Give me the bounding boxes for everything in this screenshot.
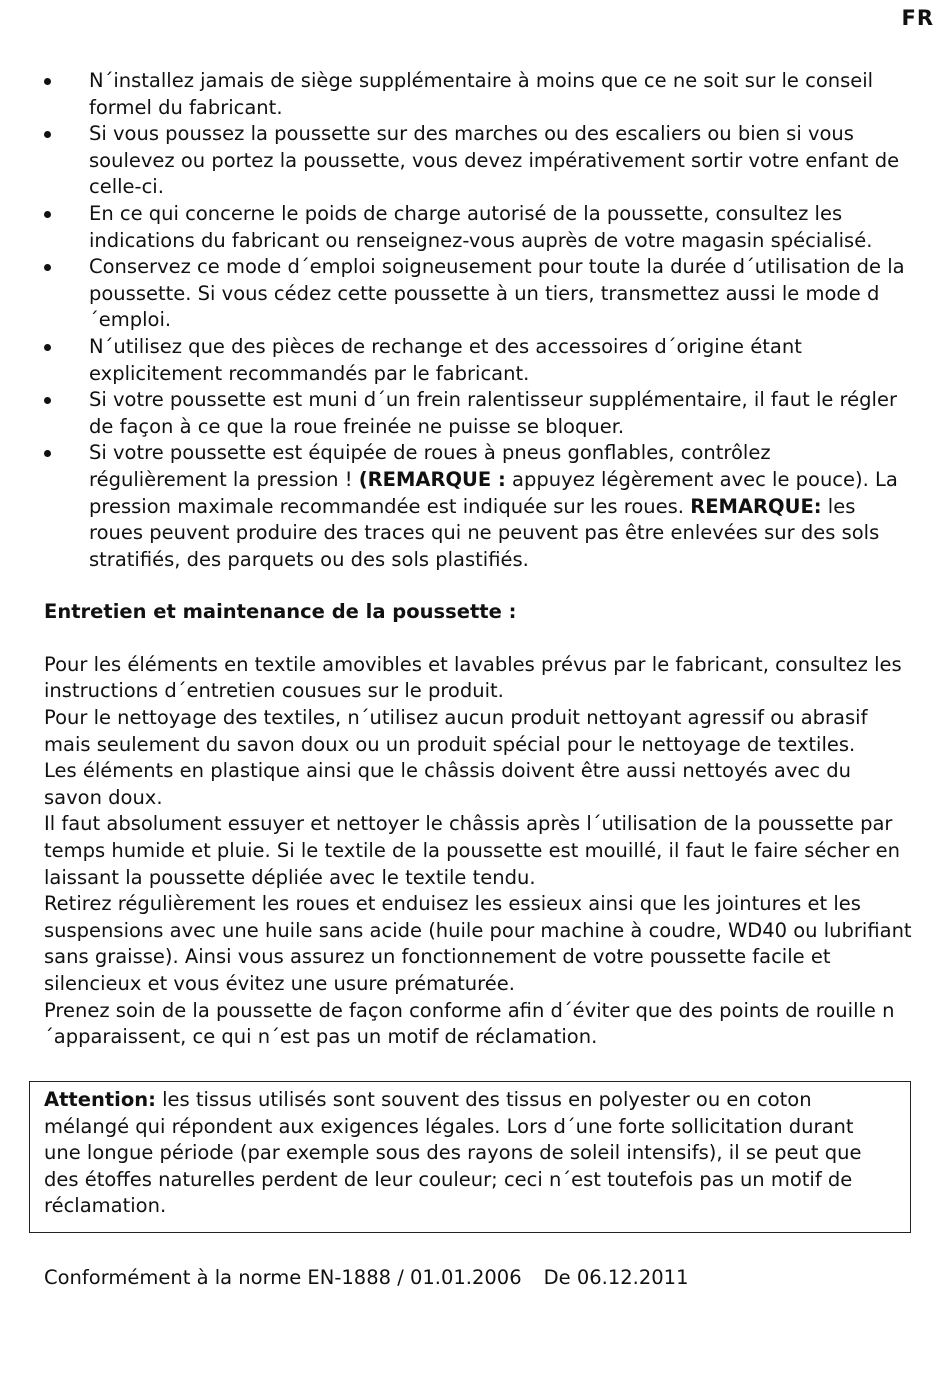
revision-date: De 06.12.2011 xyxy=(543,1266,689,1289)
attention-label: Attention: xyxy=(44,1088,156,1111)
safety-bullet-list xyxy=(44,68,914,573)
attention-box xyxy=(29,1081,911,1233)
paragraph: Prenez soin de la poussette de façon conforme afin d´éviter que des points de rouille n´apparaissent, ce qui n´est pas un motif de réclamation. xyxy=(44,998,895,1049)
list-item: Si vous poussez la poussette sur des marches ou des escaliers ou bien si vous soulevez ou portez la poussette, vous devez impérativement sortir votre enfant de celle-ci. xyxy=(44,121,914,201)
bullet-icon xyxy=(44,344,51,351)
remark-label: REMARQUE: xyxy=(690,494,822,518)
list-item-pressure: Si votre poussette est équipée de roues à pneus gonflables, contrôlez régulièrement la pression ! (REMARQUE : appuyez légèrement avec le pouce). La pression maximale recommandée est indiquée sur les roues. REMARQUE: les roues peuvent produire des traces qui ne peuvent pas être enlevées sur des sols stratifiés, des parquets ou des sols plastifiés. xyxy=(44,440,914,573)
bullet-icon xyxy=(44,397,51,404)
maintenance-paragraphs xyxy=(44,652,914,1051)
bullet-icon xyxy=(44,78,51,85)
paragraph: Pour le nettoyage des textiles, n´utilisez aucun produit nettoyant agressif ou abrasif mais seulement du savon doux ou un produit spécial pour le nettoyage de textiles. xyxy=(44,706,868,756)
bullet-icon xyxy=(44,264,51,271)
list-item: Si votre poussette est muni d´un frein ralentisseur supplémentaire, il faut le régler de façon à ce que la roue freinée ne puisse se bloquer. xyxy=(44,387,914,440)
norm-reference: Conformément à la norme EN-1888 / 01.01.2006 xyxy=(44,1266,522,1289)
paragraph: Retirez régulièrement les roues et enduisez les essieux ainsi que les jointures et les suspensions avec une huile sans acide (huile pour machine à coudre, WD40 ou lubrifiant sans graisse). Ainsi vous assurez un fonctionnement de votre poussette facile et silencieux et vous évitez une usure prématurée. xyxy=(44,892,912,995)
list-item: En ce qui concerne le poids de charge autorisé de la poussette, consultez les indications du fabricant ou renseignez-vous auprès de votre magasin spécialisé. xyxy=(44,201,914,254)
footer-norm xyxy=(44,1265,689,1292)
language-code: FR xyxy=(901,6,934,30)
bullet-icon xyxy=(44,211,51,218)
list-item: N´utilisez que des pièces de rechange et des accessoires d´origine étant explicitement recommandés par le fabricant. xyxy=(44,334,914,387)
section-title: Entretien et maintenance de la poussette : xyxy=(44,600,517,624)
paragraph: Il faut absolument essuyer et nettoyer le châssis après l´utilisation de la poussette par temps humide et pluie. Si le textile de la poussette est mouillé, il faut le faire sécher en laissant la poussette dépliée avec le textile tendu. xyxy=(44,812,901,889)
document-body xyxy=(44,68,914,1051)
attention-paragraph: Attention: les tissus utilisés sont souvent des tissus en polyester ou en coton mélangé qui répondent aux exigences légales. Lors d´une forte sollicitation durant une longue période (par exemple sous des rayons de soleil intensifs), il se peut que des étoffes naturelles perdent de leur couleur; ceci n´est toutefois pas un motif de réclamation. xyxy=(44,1088,862,1218)
bullet-icon xyxy=(44,131,51,138)
list-item: N´installez jamais de siège supplémentaire à moins que ce ne soit sur le conseil formel du fabricant. xyxy=(44,68,914,121)
bullet-icon xyxy=(44,450,51,457)
paragraph: Pour les éléments en textile amovibles et lavables prévus par le fabricant, consultez les instructions d´entretien cousues sur le produit. xyxy=(44,652,902,703)
list-item: Conservez ce mode d´emploi soigneusement pour toute la durée d´utilisation de la poussette. Si vous cédez cette poussette à un tiers, transmettez aussi le mode d´emploi. xyxy=(44,254,914,334)
paragraph: Les éléments en plastique ainsi que le châssis doivent être aussi nettoyés avec du savon doux. xyxy=(44,759,852,809)
remark-label: (REMARQUE : xyxy=(358,467,506,491)
